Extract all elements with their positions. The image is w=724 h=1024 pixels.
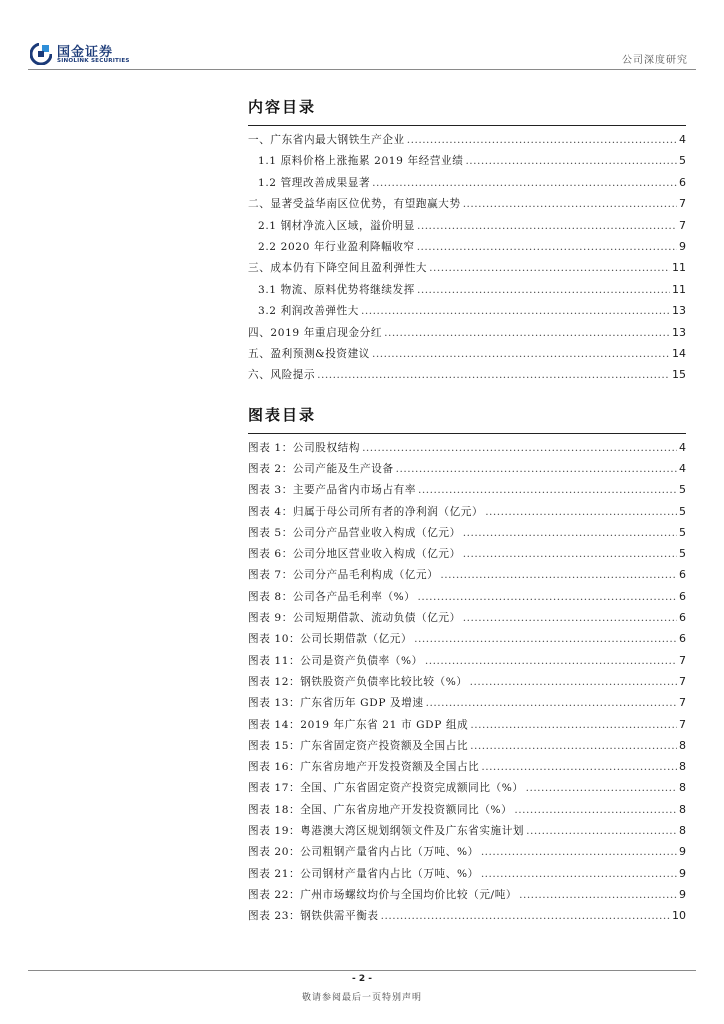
figure-entry[interactable] <box>248 756 686 777</box>
figure-entry[interactable] <box>248 458 686 479</box>
figure-entry-text: 图表 20：公司粗钢产量省内占比（万吨、%） <box>248 846 479 859</box>
toc-entry-page: 7 <box>679 197 686 211</box>
figure-entry-page: 6 <box>679 632 686 646</box>
dot-leader <box>418 480 677 501</box>
dot-leader <box>417 216 677 237</box>
dot-leader <box>485 502 677 523</box>
figure-entry-page: 4 <box>679 461 686 475</box>
figure-entry-page: 8 <box>679 802 686 816</box>
dot-leader <box>470 736 677 757</box>
toc-entry-page: 6 <box>679 175 686 189</box>
figure-entry-page: 7 <box>679 717 686 731</box>
toc-entry-text: 3.2 利润改善弹性大 <box>258 305 359 318</box>
toc-entry[interactable] <box>248 129 686 150</box>
toc-entry-text: 2.2 2020 年行业盈利降幅收窄 <box>258 240 415 253</box>
figure-entry[interactable] <box>248 884 686 905</box>
figure-entry-text: 图表 7：公司分产品毛利构成（亿元） <box>248 569 439 582</box>
toc-entry-text: 1.1 原料价格上涨拖累 2019 年经营业绩 <box>258 155 464 168</box>
figure-entry[interactable] <box>248 820 686 841</box>
figure-entry-text: 图表 22：广州市场螺纹均价与全国均价比较（元/吨） <box>248 888 518 901</box>
figure-entry-page: 7 <box>679 674 686 688</box>
figure-entry-page: 7 <box>679 696 686 710</box>
toc-entry[interactable] <box>248 193 686 214</box>
page-number: - 2 - <box>352 974 372 984</box>
figure-entry[interactable] <box>248 905 686 926</box>
figure-entry-page: 7 <box>679 653 686 667</box>
figure-entry[interactable] <box>248 735 686 756</box>
figure-entry-text: 图表 18：全国、广东省房地产开发投资额同比（%） <box>248 803 513 816</box>
toc-entry[interactable] <box>248 215 686 236</box>
figure-entry[interactable] <box>248 437 686 458</box>
figure-entry-page: 9 <box>679 887 686 901</box>
dot-leader <box>417 237 677 258</box>
figure-entry-page: 5 <box>679 525 686 539</box>
disclaimer-note: 敬请参阅最后一页特别声明 <box>301 993 422 1003</box>
figure-entry-text: 图表 4：归属于母公司所有者的净利润（亿元） <box>248 505 484 518</box>
dot-leader <box>463 523 677 544</box>
footer-divider <box>28 970 696 971</box>
toc-entry[interactable] <box>248 257 686 278</box>
dot-leader <box>414 629 677 650</box>
toc-entry-text: 二、显著受益华南区位优势，有望跑赢大势 <box>248 198 461 211</box>
dot-leader <box>372 173 677 194</box>
figure-entry-text: 图表 15：广东省固定资产投资额及全国占比 <box>248 739 469 752</box>
dot-leader <box>514 800 677 821</box>
toc-entry-page: 4 <box>679 133 686 146</box>
dot-leader <box>429 258 670 279</box>
figure-entry-text: 图表 16：广东省房地产开发投资额及全国占比 <box>248 761 480 774</box>
toc-entry-page: 13 <box>672 304 686 318</box>
figure-entry-text: 图表 13：广东省历年 GDP 及增速 <box>248 697 424 710</box>
dot-leader <box>425 651 677 672</box>
dot-leader <box>362 438 677 459</box>
toc-entry-text: 五、盈利预测&投资建议 <box>248 347 370 360</box>
sinolink-logo-icon <box>30 43 52 65</box>
figure-entry[interactable] <box>248 586 686 607</box>
figure-entry-page: 10 <box>672 909 686 923</box>
toc-entry-page: 13 <box>672 325 686 339</box>
figure-entry-page: 6 <box>679 611 686 625</box>
contents-title-rule <box>248 125 686 126</box>
dot-leader <box>426 693 677 714</box>
dot-leader <box>417 280 670 301</box>
dot-leader <box>463 608 677 629</box>
toc-entry-text: 3.1 物流、原料优势将继续发挥 <box>258 283 415 296</box>
figure-entry-text: 图表 6：公司分地区营业收入构成（亿元） <box>248 548 461 561</box>
figure-entry[interactable] <box>248 777 686 798</box>
toc-entry[interactable] <box>248 300 686 321</box>
figure-entry-text: 图表 11：公司是资产负债率（%） <box>248 654 423 667</box>
toc-content <box>248 96 686 927</box>
figure-entry-text: 图表 9：公司短期借款、流动负债（亿元） <box>248 612 461 625</box>
toc-entry-page: 5 <box>679 154 686 168</box>
figure-entry-text: 图表 21：公司钢材产量省内占比（万吨、%） <box>248 867 479 880</box>
toc-entry-page: 11 <box>672 282 686 296</box>
dot-leader <box>481 842 677 863</box>
toc-entry[interactable] <box>248 279 686 300</box>
figure-entry-text: 图表 12：钢铁股资产负债率比较比较（%） <box>248 675 468 688</box>
dot-leader <box>465 151 677 172</box>
dot-leader <box>372 344 670 365</box>
figure-entry-text: 图表 1：公司股权结构 <box>248 441 361 454</box>
dot-leader <box>407 130 677 151</box>
figure-entry-page: 8 <box>679 760 686 774</box>
dot-leader <box>418 587 678 608</box>
toc-entry-text: 一、广东省内最大钢铁生产企业 <box>248 134 405 146</box>
figures-section <box>248 404 686 927</box>
figure-entry-page: 6 <box>679 568 686 582</box>
toc-entry[interactable] <box>248 322 686 343</box>
figure-entry-page: 5 <box>679 483 686 497</box>
figure-entry-text: 图表 17：全国、广东省固定资产投资完成额同比（%） <box>248 782 524 795</box>
dot-leader <box>396 459 677 480</box>
figure-entry-page: 8 <box>679 738 686 752</box>
figure-entry-text: 图表 3：主要产品省内市场占有率 <box>248 484 417 497</box>
page-header <box>0 0 724 72</box>
dot-leader <box>317 365 670 386</box>
dot-leader <box>526 778 677 799</box>
toc-entry-text: 2.1 钢材净流入区域，溢价明显 <box>258 219 415 232</box>
figure-entry-text: 图表 19：粤港澳大湾区规划纲领文件及广东省实施计划 <box>248 825 525 838</box>
toc-entry[interactable] <box>248 150 686 171</box>
figure-entry[interactable] <box>248 522 686 543</box>
dot-leader <box>463 194 677 215</box>
figure-entry[interactable] <box>248 628 686 649</box>
dot-leader <box>440 565 677 586</box>
figure-entry-text: 图表 10：公司长期借款（亿元） <box>248 633 413 646</box>
figure-entry[interactable] <box>248 799 686 820</box>
dot-leader <box>481 757 677 778</box>
toc-entry[interactable] <box>248 172 686 193</box>
figure-entry-text: 图表 23：钢铁供需平衡表 <box>248 910 379 923</box>
dot-leader <box>470 715 677 736</box>
figure-entry[interactable] <box>248 543 686 564</box>
figures-title-rule <box>248 433 686 434</box>
figure-entry-page: 9 <box>679 866 686 880</box>
toc-entry-text: 三、成本仍有下降空间且盈利弹性大 <box>248 262 428 275</box>
figure-entry-page: 5 <box>679 547 686 561</box>
figure-entry[interactable] <box>248 863 686 884</box>
figure-entry[interactable] <box>248 714 686 735</box>
toc-entry[interactable] <box>248 343 686 364</box>
figure-entry[interactable] <box>248 650 686 671</box>
figure-entry[interactable] <box>248 501 686 522</box>
toc-entry[interactable] <box>248 364 686 385</box>
dot-leader <box>381 906 670 927</box>
toc-entry-page: 9 <box>679 239 686 253</box>
figure-entry-page: 5 <box>679 504 686 518</box>
figure-entry[interactable] <box>248 671 686 692</box>
dot-leader <box>519 885 677 906</box>
toc-entry[interactable] <box>248 236 686 257</box>
figure-entry-text: 图表 5：公司分产品营业收入构成（亿元） <box>248 526 461 539</box>
contents-section <box>248 96 686 386</box>
dot-leader <box>481 864 677 885</box>
toc-entry-text: 六、风险提示 <box>248 369 316 382</box>
figure-entry[interactable] <box>248 564 686 585</box>
figure-entry-page: 4 <box>679 440 686 454</box>
toc-entry-text: 1.2 管理改善成果显著 <box>258 176 371 189</box>
logo-chinese-name: 国金证券 <box>57 45 114 60</box>
figure-entry-page: 9 <box>679 845 686 859</box>
toc-entry-page: 15 <box>672 368 686 382</box>
report-type-label: 公司深度研究 <box>622 55 688 66</box>
company-logo <box>30 40 140 70</box>
header-divider <box>28 69 696 70</box>
figure-entry[interactable] <box>248 841 686 862</box>
dot-leader <box>463 544 677 565</box>
dot-leader <box>361 301 670 322</box>
figures-title: 图表目录 <box>248 405 317 424</box>
dot-leader <box>470 672 677 693</box>
toc-entry-page: 11 <box>672 261 686 275</box>
toc-entry-page: 7 <box>679 218 686 232</box>
figure-entry[interactable] <box>248 607 686 628</box>
figure-entry[interactable] <box>248 692 686 713</box>
dot-leader <box>384 323 670 344</box>
figure-entry-page: 6 <box>679 589 686 603</box>
figure-entry-text: 图表 8：公司各产品毛利率（%） <box>248 590 416 603</box>
figure-entry-text: 图表 14：2019 年广东省 21 市 GDP 组成 <box>248 718 469 731</box>
dot-leader <box>526 821 677 842</box>
logo-english-name: SINOLINK SECURITIES <box>57 58 130 64</box>
toc-entry-text: 四、2019 年重启现金分红 <box>248 326 383 339</box>
toc-entry-page: 14 <box>672 346 686 360</box>
figure-entry[interactable] <box>248 479 686 500</box>
figure-entry-page: 8 <box>679 781 686 795</box>
figure-entry-page: 8 <box>679 824 686 838</box>
contents-title: 内容目录 <box>248 98 317 116</box>
figure-entry-text: 图表 2：公司产能及生产设备 <box>248 462 394 475</box>
